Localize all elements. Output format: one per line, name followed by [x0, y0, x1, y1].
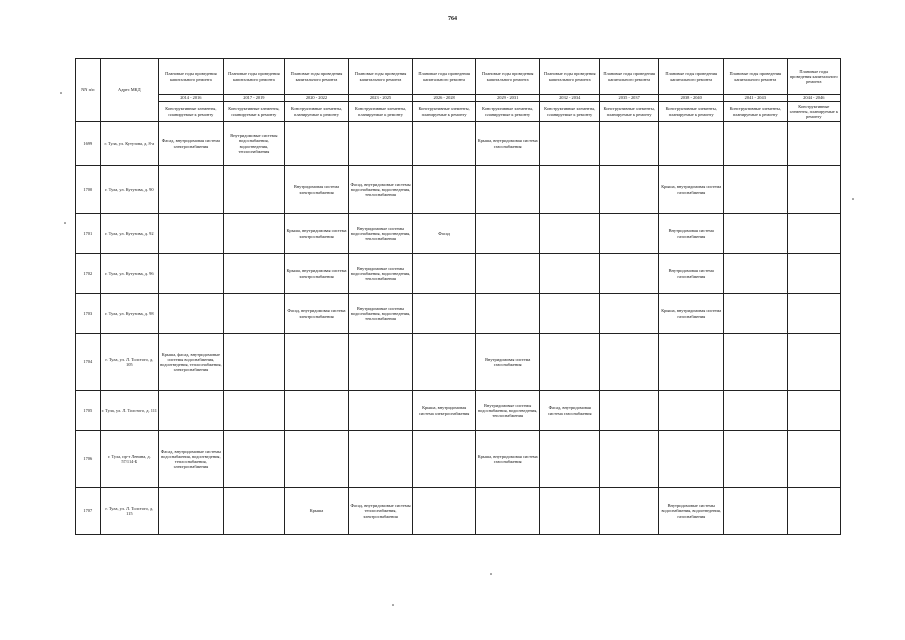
planned-elements-cell [159, 391, 224, 431]
planned-elements-cell [540, 334, 599, 391]
planned-elements-cell: Фасад, внутридомовые системы теплоснабжения, электроснабжения [348, 488, 413, 535]
planned-elements-cell: Внутридомовая система газоснабжения [659, 254, 724, 294]
planned-elements-cell [540, 122, 599, 166]
subheader: Конструктивные элементы, планируемые к ремонту [348, 102, 413, 122]
planned-elements-cell: Внутридомовые системы водоснабжения, водоотведения, теплоснабжения [223, 122, 285, 166]
planned-elements-cell [540, 166, 599, 214]
planned-elements-cell [223, 431, 285, 488]
planned-elements-cell: Внутридомовые системы водоснабжения, водоотведения, теплоснабжения [348, 294, 413, 334]
planned-elements-cell [659, 431, 724, 488]
planned-elements-cell [413, 488, 476, 535]
planned-elements-cell [724, 254, 788, 294]
planned-elements-cell [223, 334, 285, 391]
table-row [76, 254, 841, 294]
planned-elements-cell [159, 488, 224, 535]
planned-elements-cell [599, 391, 658, 431]
period-title: Плановые годы проведения капитального ремонта [348, 59, 413, 95]
planned-elements-cell [659, 391, 724, 431]
planned-elements-cell [159, 166, 224, 214]
row-number: 1700 [76, 166, 101, 214]
planned-elements-cell: Внутридомовая система электроснабжения [285, 166, 349, 214]
planned-elements-cell [413, 166, 476, 214]
period-title: Плановые годы проведения капитального ремонта [223, 59, 285, 95]
planned-elements-cell: Фасад, внутридомовая система газоснабжения [540, 391, 599, 431]
table-body [76, 122, 841, 535]
planned-elements-cell: Фасад, внутридомовые системы водоснабжения, водоотведения, теплоснабжения [348, 166, 413, 214]
period-title: Плановые годы проведения капитального ремонта [724, 59, 788, 95]
planned-elements-cell [348, 122, 413, 166]
row-address: г. Тула, ул. Кутузова, д. 92 [100, 214, 158, 254]
page-number: 764 [448, 16, 457, 22]
planned-elements-cell [475, 294, 540, 334]
planned-elements-cell [285, 431, 349, 488]
repair-schedule-table [75, 58, 841, 535]
period-range: 2044 - 2046 [787, 95, 840, 102]
period-title: Плановые годы проведения капитального ремонта [475, 59, 540, 95]
period-title: Плановые годы проведения капитального ремонта [787, 59, 840, 95]
planned-elements-cell [475, 488, 540, 535]
planned-elements-cell [540, 254, 599, 294]
planned-elements-cell: Крыша, внутридомовая система газоснабжения [475, 431, 540, 488]
planned-elements-cell [599, 254, 658, 294]
row-number: 1701 [76, 214, 101, 254]
planned-elements-cell [724, 122, 788, 166]
row-address: г. Тула, пр-т Ленина, д. 57/114-Б [100, 431, 158, 488]
planned-elements-cell [223, 488, 285, 535]
planned-elements-cell [599, 294, 658, 334]
planned-elements-cell [659, 334, 724, 391]
address-header: Адрес МКД [100, 59, 158, 122]
period-range: 2035 - 2037 [599, 95, 658, 102]
subheader: Конструктивные элементы, планируемые к ремонту [724, 102, 788, 122]
subheader: Конструктивные элементы, планируемые к ремонту [285, 102, 349, 122]
planned-elements-cell: Внутридомовые системы водоснабжения, водоотведения, газоснабжения [659, 488, 724, 535]
subheader: Конструктивные элементы, планируемые к ремонту [659, 102, 724, 122]
planned-elements-cell: Крыша, внутридомовая система электроснабжения [413, 391, 476, 431]
scan-speck [490, 573, 492, 575]
row-number: 1703 [76, 294, 101, 334]
subheader: Конструктивные элементы, планируемые к ремонту [540, 102, 599, 122]
planned-elements-cell [413, 122, 476, 166]
header-row-titles [76, 59, 841, 95]
planned-elements-cell [599, 122, 658, 166]
planned-elements-cell: Крыша, внутридомовая система газоснабжения [659, 294, 724, 334]
subheader: Конструктивные элементы, планируемые к ремонту [599, 102, 658, 122]
period-range: 2041 - 2043 [724, 95, 788, 102]
period-range: 2026 - 2028 [413, 95, 476, 102]
header-row-periods [76, 95, 841, 102]
planned-elements-cell [159, 214, 224, 254]
row-number: 1706 [76, 431, 101, 488]
planned-elements-cell [599, 214, 658, 254]
planned-elements-cell [223, 391, 285, 431]
period-range: 2038 - 2040 [659, 95, 724, 102]
planned-elements-cell [413, 294, 476, 334]
planned-elements-cell: Крыша, внутридомовая система электроснабжения [285, 254, 349, 294]
num-header: NN п/п [76, 59, 101, 122]
row-number: 1705 [76, 391, 101, 431]
planned-elements-cell [413, 254, 476, 294]
planned-elements-cell [223, 214, 285, 254]
period-range: 2029 - 2031 [475, 95, 540, 102]
planned-elements-cell [285, 391, 349, 431]
planned-elements-cell: Крыша, внутридомовая система электроснабжения [285, 214, 349, 254]
planned-elements-cell [787, 254, 840, 294]
period-range: 2032 - 2034 [540, 95, 599, 102]
table-row [76, 166, 841, 214]
planned-elements-cell [223, 294, 285, 334]
planned-elements-cell [285, 122, 349, 166]
period-range: 2014 - 2016 [159, 95, 224, 102]
planned-elements-cell [540, 214, 599, 254]
period-title: Плановые годы проведения капитального ремонта [599, 59, 658, 95]
planned-elements-cell [159, 254, 224, 294]
planned-elements-cell [540, 488, 599, 535]
planned-elements-cell [724, 166, 788, 214]
subheader: Конструктивные элементы, планируемые к ремонту [787, 102, 840, 122]
period-title: Плановые годы проведения капитального ремонта [413, 59, 476, 95]
table-row [76, 391, 841, 431]
table-row [76, 431, 841, 488]
planned-elements-cell [348, 431, 413, 488]
planned-elements-cell [659, 122, 724, 166]
planned-elements-cell: Фасад [413, 214, 476, 254]
table-row [76, 488, 841, 535]
planned-elements-cell: Внутридомовые системы водоснабжения, водоотведения, теплоснабжения [348, 214, 413, 254]
planned-elements-cell [724, 214, 788, 254]
planned-elements-cell: Крыша, внутридомовая система газоснабжения [475, 122, 540, 166]
row-number: 1702 [76, 254, 101, 294]
planned-elements-cell [223, 254, 285, 294]
planned-elements-cell: Крыша [285, 488, 349, 535]
scan-speck [852, 198, 854, 200]
planned-elements-cell [787, 431, 840, 488]
planned-elements-cell: Крыша, фасад, внутридомовые системы водоснабжения, водоотведения, теплоснабжения, электроснабжения [159, 334, 224, 391]
header-row-subheaders [76, 102, 841, 122]
planned-elements-cell: Внутридомовые системы водоснабжения, водоотведения, теплоснабжения [475, 391, 540, 431]
planned-elements-cell [223, 166, 285, 214]
planned-elements-cell [724, 431, 788, 488]
planned-elements-cell [599, 431, 658, 488]
row-number: 1704 [76, 334, 101, 391]
row-number: 1699 [76, 122, 101, 166]
planned-elements-cell [599, 488, 658, 535]
planned-elements-cell [724, 391, 788, 431]
row-address: г. Тула, ул. Кутузова, д. 98 [100, 294, 158, 334]
row-address: г. Тула, ул. Кутузова, д. 96 [100, 254, 158, 294]
row-address: г. Тула, ул. Л. Толстого, д. 105 [100, 334, 158, 391]
planned-elements-cell [787, 122, 840, 166]
period-range: 2017 - 2019 [223, 95, 285, 102]
planned-elements-cell [787, 334, 840, 391]
subheader: Конструктивные элементы, планируемые к ремонту [475, 102, 540, 122]
planned-elements-cell [787, 294, 840, 334]
row-number: 1707 [76, 488, 101, 535]
planned-elements-cell: Внутридомовая система газоснабжения [475, 334, 540, 391]
period-title: Плановые годы проведения капитального ремонта [285, 59, 349, 95]
row-address: г. Тула, ул. Л. Толстого, д. 115 [100, 488, 158, 535]
planned-elements-cell [159, 294, 224, 334]
planned-elements-cell [724, 294, 788, 334]
planned-elements-cell [413, 334, 476, 391]
planned-elements-cell [475, 166, 540, 214]
row-address: г. Тула, ул. Кутузова, д. 8-а [100, 122, 158, 166]
planned-elements-cell [599, 166, 658, 214]
subheader: Конструктивные элементы, планируемые к ремонту [413, 102, 476, 122]
period-range: 2023 - 2025 [348, 95, 413, 102]
planned-elements-cell [348, 334, 413, 391]
table-row [76, 334, 841, 391]
row-address: г. Тула, ул. Кутузова, д. 90 [100, 166, 158, 214]
row-address: г. Тула, ул. Л. Толстого, д. 111 [100, 391, 158, 431]
planned-elements-cell [540, 431, 599, 488]
planned-elements-cell [787, 391, 840, 431]
planned-elements-cell: Фасад, внутридомовая система электроснабжения [285, 294, 349, 334]
scan-speck [64, 222, 66, 224]
planned-elements-cell [348, 391, 413, 431]
period-title: Плановые годы проведения капитального ремонта [659, 59, 724, 95]
planned-elements-cell [475, 214, 540, 254]
planned-elements-cell [787, 488, 840, 535]
table-row [76, 122, 841, 166]
planned-elements-cell [724, 488, 788, 535]
planned-elements-cell [787, 214, 840, 254]
planned-elements-cell [724, 334, 788, 391]
planned-elements-cell [540, 294, 599, 334]
planned-elements-cell [787, 166, 840, 214]
planned-elements-cell: Внутридомовая система газоснабжения [659, 214, 724, 254]
subheader: Конструктивные элементы, планируемые к ремонту [159, 102, 224, 122]
table-row [76, 214, 841, 254]
period-title: Плановые годы проведения капитального ремонта [159, 59, 224, 95]
scan-speck [392, 604, 394, 606]
planned-elements-cell: Крыша, внутридомовая система газоснабжения [659, 166, 724, 214]
period-title: Плановые годы проведения капитального ремонта [540, 59, 599, 95]
planned-elements-cell: Внутридомовые системы водоснабжения, водоотведения, теплоснабжения [348, 254, 413, 294]
planned-elements-cell: Фасад, внутридомовые системы водоснабжения, водоотведения, теплоснабжения, электроснабжения [159, 431, 224, 488]
planned-elements-cell [475, 254, 540, 294]
subheader: Конструктивные элементы, планируемые к ремонту [223, 102, 285, 122]
planned-elements-cell [599, 334, 658, 391]
planned-elements-cell [285, 334, 349, 391]
period-range: 2020 - 2022 [285, 95, 349, 102]
planned-elements-cell: Фасад, внутридомовая система электроснабжения [159, 122, 224, 166]
table-row [76, 294, 841, 334]
planned-elements-cell [413, 431, 476, 488]
scan-speck [60, 92, 62, 94]
